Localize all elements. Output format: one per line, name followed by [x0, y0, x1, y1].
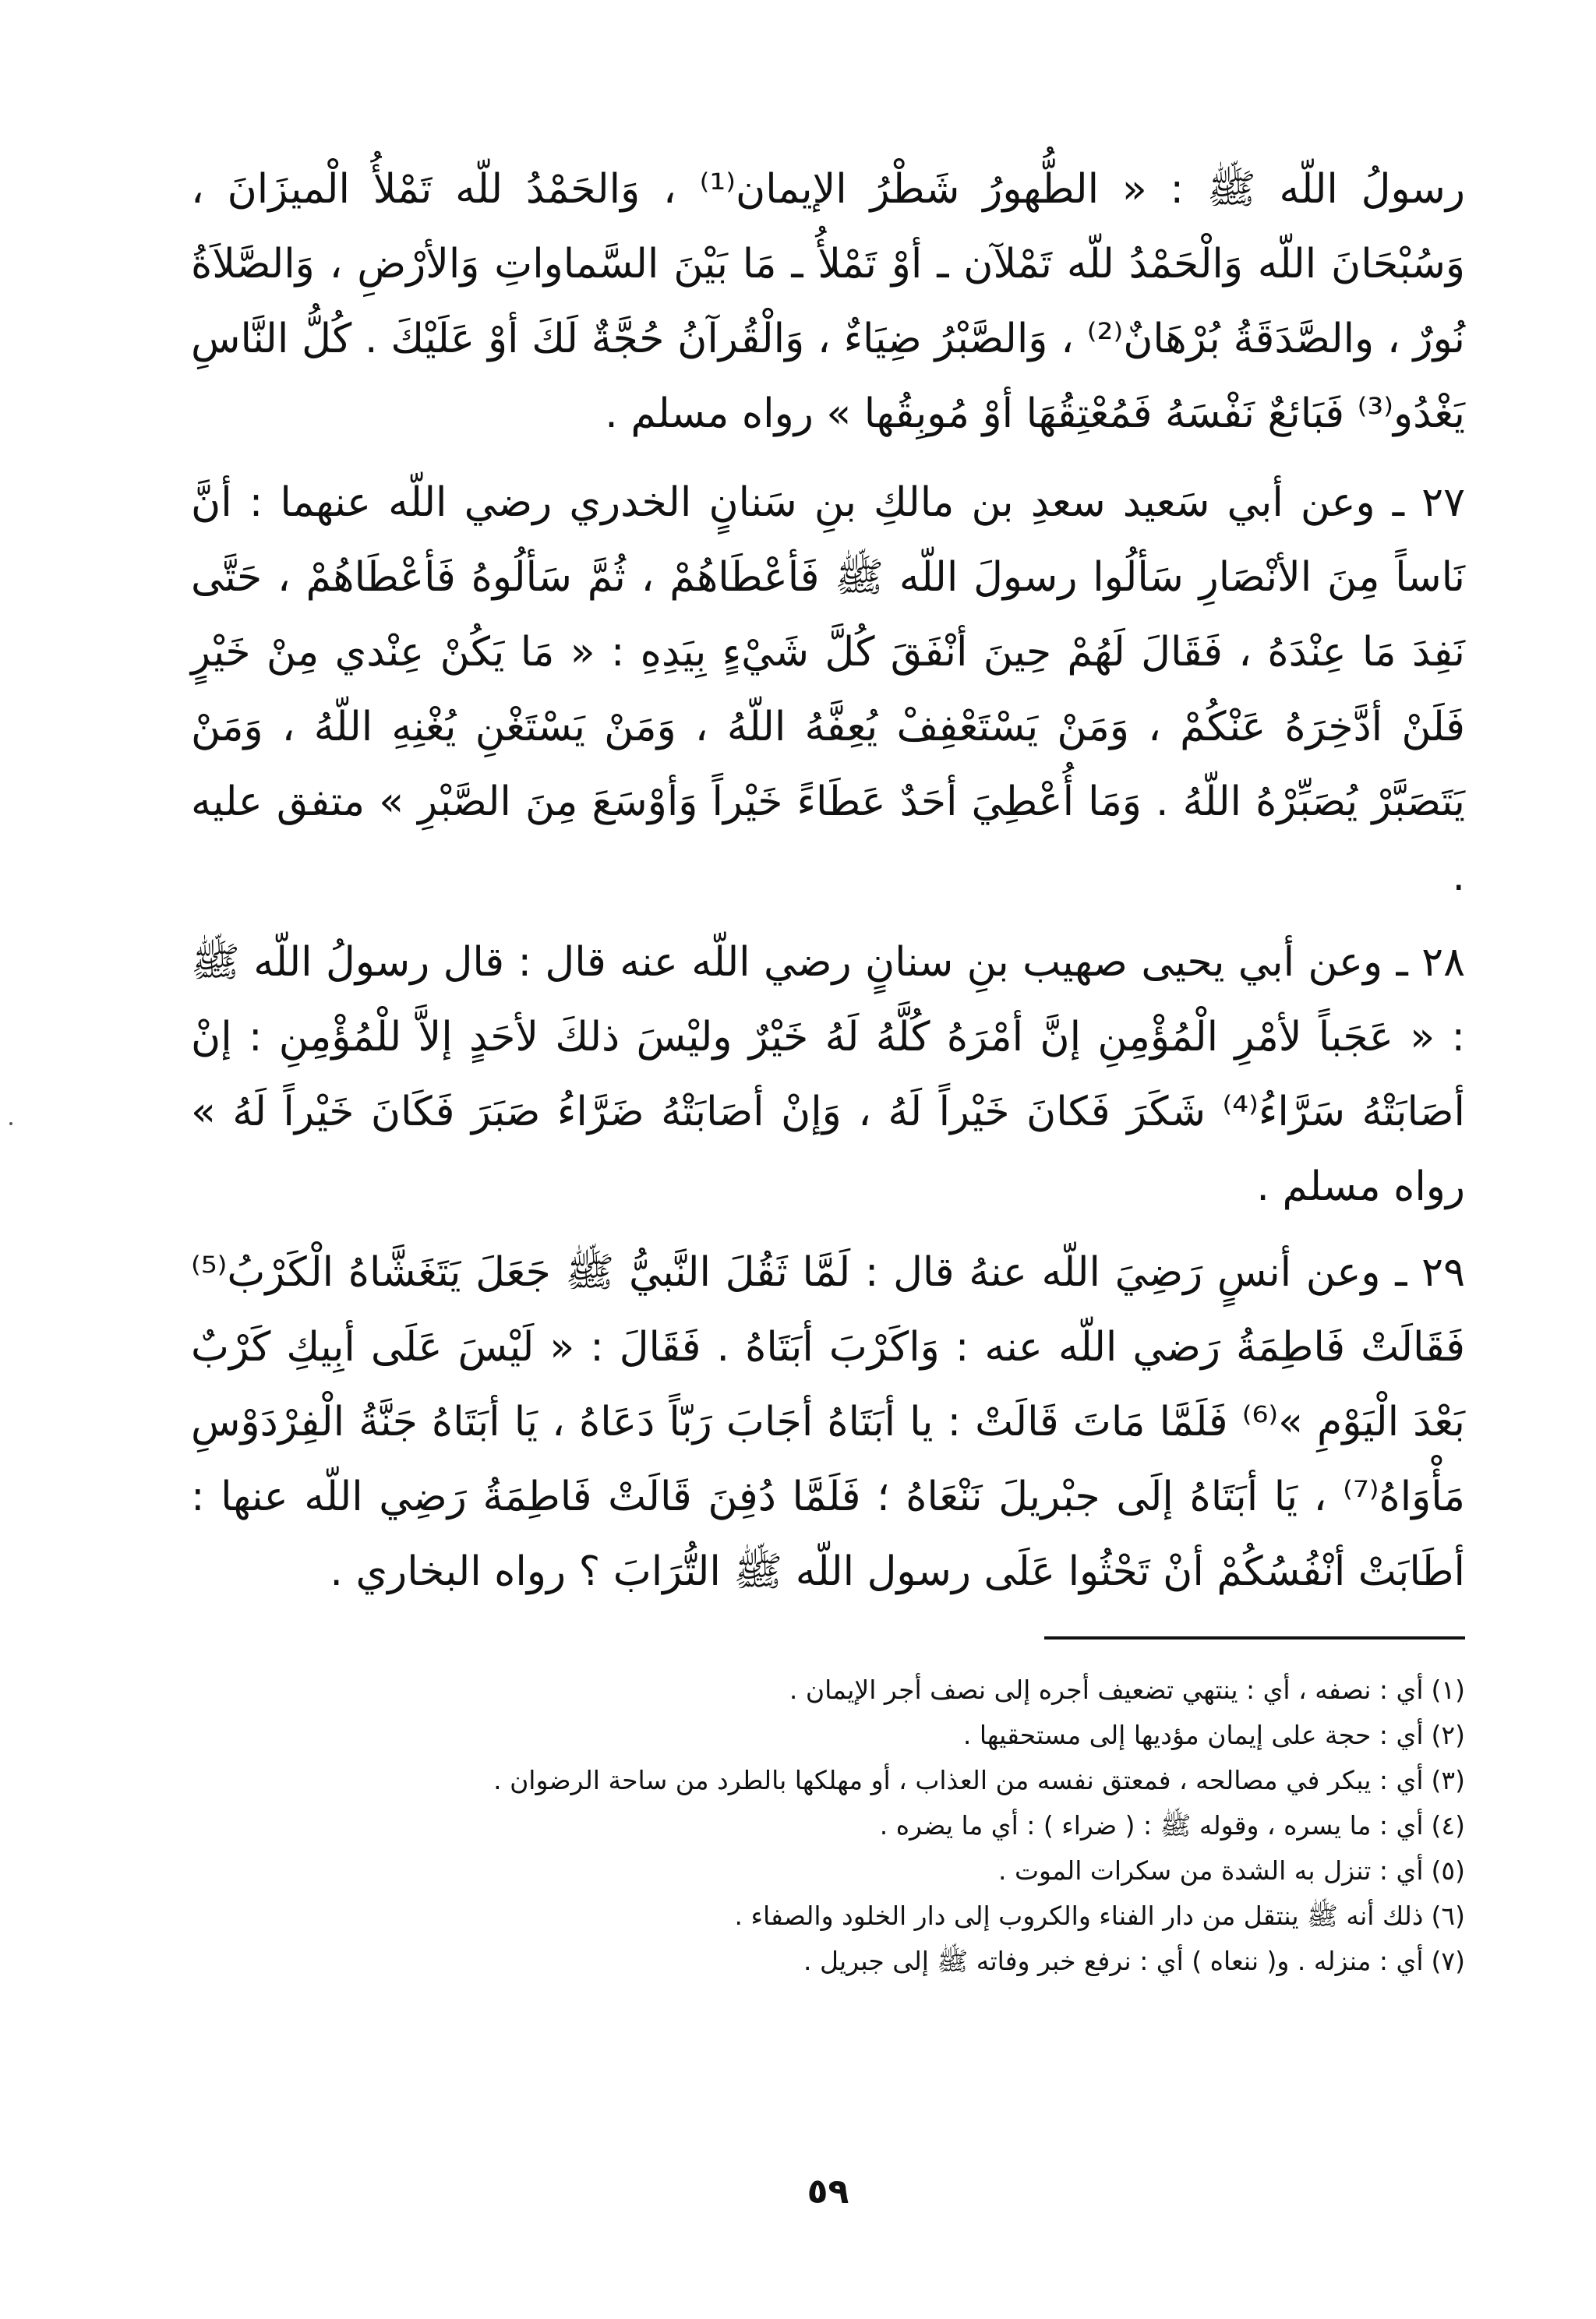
footnotes — [191, 1668, 1465, 1984]
footnote-text: أي : منزله . و( ننعاه ) أي : نرفع خبر وفاته ﷺ إلى جبريل . — [803, 1946, 1424, 1976]
hadith-28: ٢٨ ـ وعن أبي يحيى صهيب بنِ سنانٍ رضي اللّه عنه قال : قال رسولُ اللّه ﷺ : « عَجَباً لأمْرِ الْمُؤْمِنِ إنَّ أمْرَهُ كُلَّهُ لَهُ خَيْرٌ وليْسَ ذلكَ لأحَدٍ إلاَّ للْمُؤْمِنِ : إنْ أصَابَتْهُ سَرَّاءُ⁽⁴⁾ شَكَرَ فَكانَ خَيْراً لَهُ ، وَإنْ أصَابَتْهُ ضَرَّاءُ صَبَرَ فَكَانَ خَيْراً لَهُ » رواه مسلم . — [191, 939, 1465, 1210]
hadith-29: ٢٩ ـ وعن أنسٍ رَضِيَ اللّه عنهُ قال : لَمَّا ثَقُلَ النَّبيُّ ﷺ جَعَلَ يَتَغَشَّاهُ الْكَرْبُ⁽⁵⁾ فَقَالَتْ فَاطِمَةُ رَضي اللّه عنه : وَاكَرْبَ أبَتَاهُ . فَقَالَ : « لَيْسَ عَلَى أبِيكِ كَرْبٌ بَعْدَ الْيَوْمِ »⁽⁶⁾ فَلَمَّا مَاتَ قَالَتْ : يا أبَتَاهُ أجَابَ رَبّاً دَعَاهُ ، يَا أبَتَاهُ جَنَّةُ الْفِرْدَوْسِ مَأْوَاهُ⁽⁷⁾ ، يَا أبَتَاهُ إلَى جبْريلَ نَنْعَاهُ ؛ فَلَمَّا دُفِنَ قَالَتْ فَاطِمَةُ رَضِي اللّه عنها : أطَابَتْ أنْفُسُكُمْ أنْ تَحْثُوا عَلَى رسول اللّه ﷺ التُّرَابَ ؟ رواه البخاري . — [191, 1249, 1465, 1595]
hadith-27: ٢٧ ـ وعن أبي سَعيد سعدِ بن مالكِ بنِ سَنانٍ الخدري رضي اللّه عنهما : أنَّ نَاساً مِنَ الأنْصَارِ سَألُوا رسولَ اللّه ﷺ فَأعْطَاهُمْ ، ثُمَّ سَألُوهُ فَأعْطَاهُمْ ، حَتَّى نَفِدَ مَا عِنْدَهُ ، فَقَالَ لَهُمْ حِينَ أنْفَقَ كُلَّ شَيْءٍ بِيَدِهِ : « مَا يَكُنْ عِنْدي مِنْ خَيْرٍ فَلَنْ أدَّخِرَهُ عَنْكُمْ ، وَمَنْ يَسْتَعْفِفْ يُعِفَّهُ اللّهُ ، وَمَنْ يَسْتَغْنِ يُغْنِهِ اللّهُ ، وَمَنْ يَتَصَبَّرْ يُصَبِّرْهُ اللّهُ . وَمَا أُعْطِيَ أحَدٌ عَطَاءً خَيْراً وَأوْسَعَ مِنَ الصَّبْرِ » متفق عليه . — [191, 479, 1465, 900]
hadith-text — [191, 152, 1465, 1609]
footnote-4 — [191, 1803, 1465, 1848]
footnote-1 — [191, 1668, 1465, 1713]
footnote-5 — [191, 1848, 1465, 1894]
footnote-text: أي : ما يسره ، وقوله ﷺ : ( ضراء ) : أي ما يضره . — [879, 1810, 1424, 1841]
stray-scan-mark — [9, 1122, 12, 1125]
footnote-text: أي : تنزل به الشدة من سكرات الموت . — [998, 1855, 1424, 1886]
footnote-number: (٥) — [1431, 1855, 1465, 1886]
footnote-number: (٦) — [1431, 1901, 1465, 1931]
footnote-number: (١) — [1431, 1675, 1465, 1705]
footnote-text: ذلك أنه ﷺ ينتقل من دار الفناء والكروب إلى دار الخلود والصفاء . — [734, 1901, 1424, 1931]
footnote-number: (٤) — [1431, 1810, 1465, 1841]
hadith-26-continuation: رسولُ اللّه ﷺ : « الطُّهورُ شَطْرُ الإيمان⁽¹⁾ ، وَالحَمْدُ للّه تَمْلأُ الْميزَانَ ، وَسُبْحَانَ اللّه وَالْحَمْدُ للّه تَمْلآن ـ أوْ تَمْلأُ ـ مَا بَيْنَ السَّماواتِ وَالأرْضِ ، وَالصَّلاَةُ نُورٌ ، والصَّدَقَةُ بُرْهَانٌ⁽²⁾ ، وَالصَّبْرُ ضِيَاءٌ ، وَالْقُرآنُ حُجَّةٌ لَكَ أوْ عَلَيْكَ . كُلُّ النَّاسِ يَغْدُو⁽³⁾ فَبَائعٌ نَفْسَهُ فَمُعْتِقُهَا أوْ مُوبِقُها » رواه مسلم . — [191, 166, 1465, 437]
book-page — [191, 152, 1465, 2256]
page-number: ٥٩ — [807, 2172, 849, 2211]
footnote-2 — [191, 1713, 1465, 1758]
footnote-text: أي : حجة على إيمان مؤديها إلى مستحقيها . — [962, 1720, 1424, 1750]
footnote-number: (٣) — [1431, 1765, 1465, 1795]
footnote-text: أي : يبكر في مصالحه ، فمعتق نفسه من العذاب ، أو مهلكها بالطرد من ساحة الرضوان . — [493, 1765, 1424, 1795]
footnote-3 — [191, 1758, 1465, 1803]
footnote-7 — [191, 1939, 1465, 1984]
footnote-text: أي : نصفه ، أي : ينتهي تضعيف أجره إلى نصف أجر الإيمان . — [789, 1675, 1424, 1705]
footnote-6 — [191, 1894, 1465, 1939]
footnote-number: (٧) — [1431, 1946, 1465, 1976]
footnote-separator — [1044, 1636, 1465, 1640]
footnote-number: (٢) — [1431, 1720, 1465, 1750]
